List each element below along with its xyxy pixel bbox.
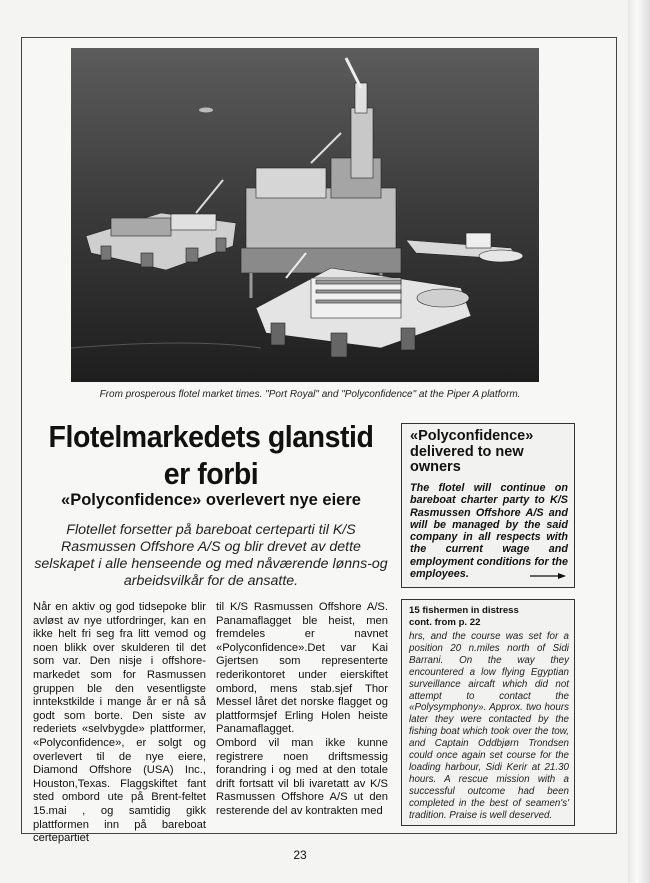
headline-line-2: er forbi [163, 456, 259, 491]
article-column-2 [216, 601, 388, 819]
headline-line-1: Flotelmarkedets glanstid [48, 419, 374, 454]
fishermen-title-line-1: 15 fishermen in distress [409, 605, 519, 616]
fishermen-box-title [409, 605, 569, 628]
english-summary-body: The flotel will continue on bareboat charter party to K/S Rasmussen Offshore A/S and will be managed by the said company in all respects with the current wage and employment conditions for the employees. [410, 482, 568, 581]
platform-photo [71, 48, 539, 382]
fishermen-box-body: hrs, and the course was set for a position 20 n.miles north of Sidi Barrani. On the way they encountered a low flying Egyptian surveillance aircaft which did not attempt to contact the «Polysymphony». Approx. two hours later they were contacted by the fishing boat which took over the tow, and Captain Oddbjørn Trondsen could once again set course for the loading harbour, Sidi Kerir at 21.30 hours. A rescue mission with a successful outcome had been completed in the best of seamen's' tradition. Praise is well deserved. [409, 631, 569, 821]
page-edge [628, 0, 650, 883]
column-2-paragraph-1: til K/S Rasmussen Offshore A/S. Panamaflagget ble heist, men fremdeles er navnet «Polyconfidence».Det var Kai Gjertsen som representerte rederikontoret under eierskiftet ombord, mens stab.sjef Thor Messel låret det norske flagget og plattformsjef Erling Holen heiste Panamaflagget. [216, 601, 388, 736]
fishermen-continuation-box [401, 599, 575, 826]
article-subheadline: «Polyconfidence» overlevert nye eiere [61, 491, 361, 509]
photo-caption: From prosperous flotel market times. "Port Royal" and "Polyconfidence" at the Piper A platform. [99, 389, 521, 400]
article-headline [44, 418, 377, 492]
article-lede: Flotellet forsetter på bareboat certeparti til K/S Rasmussen Offshore A/S og blir drevet av dette selskapet i alle henseende og med nåværende lønns-og arbeidsvilkår for de ansatte. [34, 522, 388, 589]
article-column-1: Når en aktiv og god tidsepoke blir avløst av nye utfordringer, kan en ikke helt fri seg fra litt vemod og noen blikk over skulderen til det som var. Den nisje i offshore-markedet som for Rasmussen gruppen ble den vesentligste inntekstkilde i mange år er nå så godt som borte. Den siste av rederiets «selvbygde» plattformer, «Polyconfidence», er solgt og overlevert til de nye eiere, Diamond Offshore (USA) Inc., Houston,Texas. Flaggskiftet fant sted ombord ute på Brent-feltet 15.mai , og samtidig gikk plattformen inn på bareboat certepartiet [33, 601, 206, 845]
page-number: 23 [293, 848, 307, 862]
column-2-paragraph-2: Ombord vil man ikke kunne registrere noen driftsmessig forandring i og med at den totale drift fortsatt vil bli ivaretatt av K/S Rasmussen Offshore A/S ut den resterende del av kontrakten med [216, 736, 388, 817]
continue-arrow-icon [530, 573, 566, 579]
english-summary-title: «Polyconfidence» delivered to new owners [410, 428, 534, 475]
fishermen-title-line-2: cont. from p. 22 [409, 616, 481, 628]
english-summary-box [401, 423, 575, 588]
